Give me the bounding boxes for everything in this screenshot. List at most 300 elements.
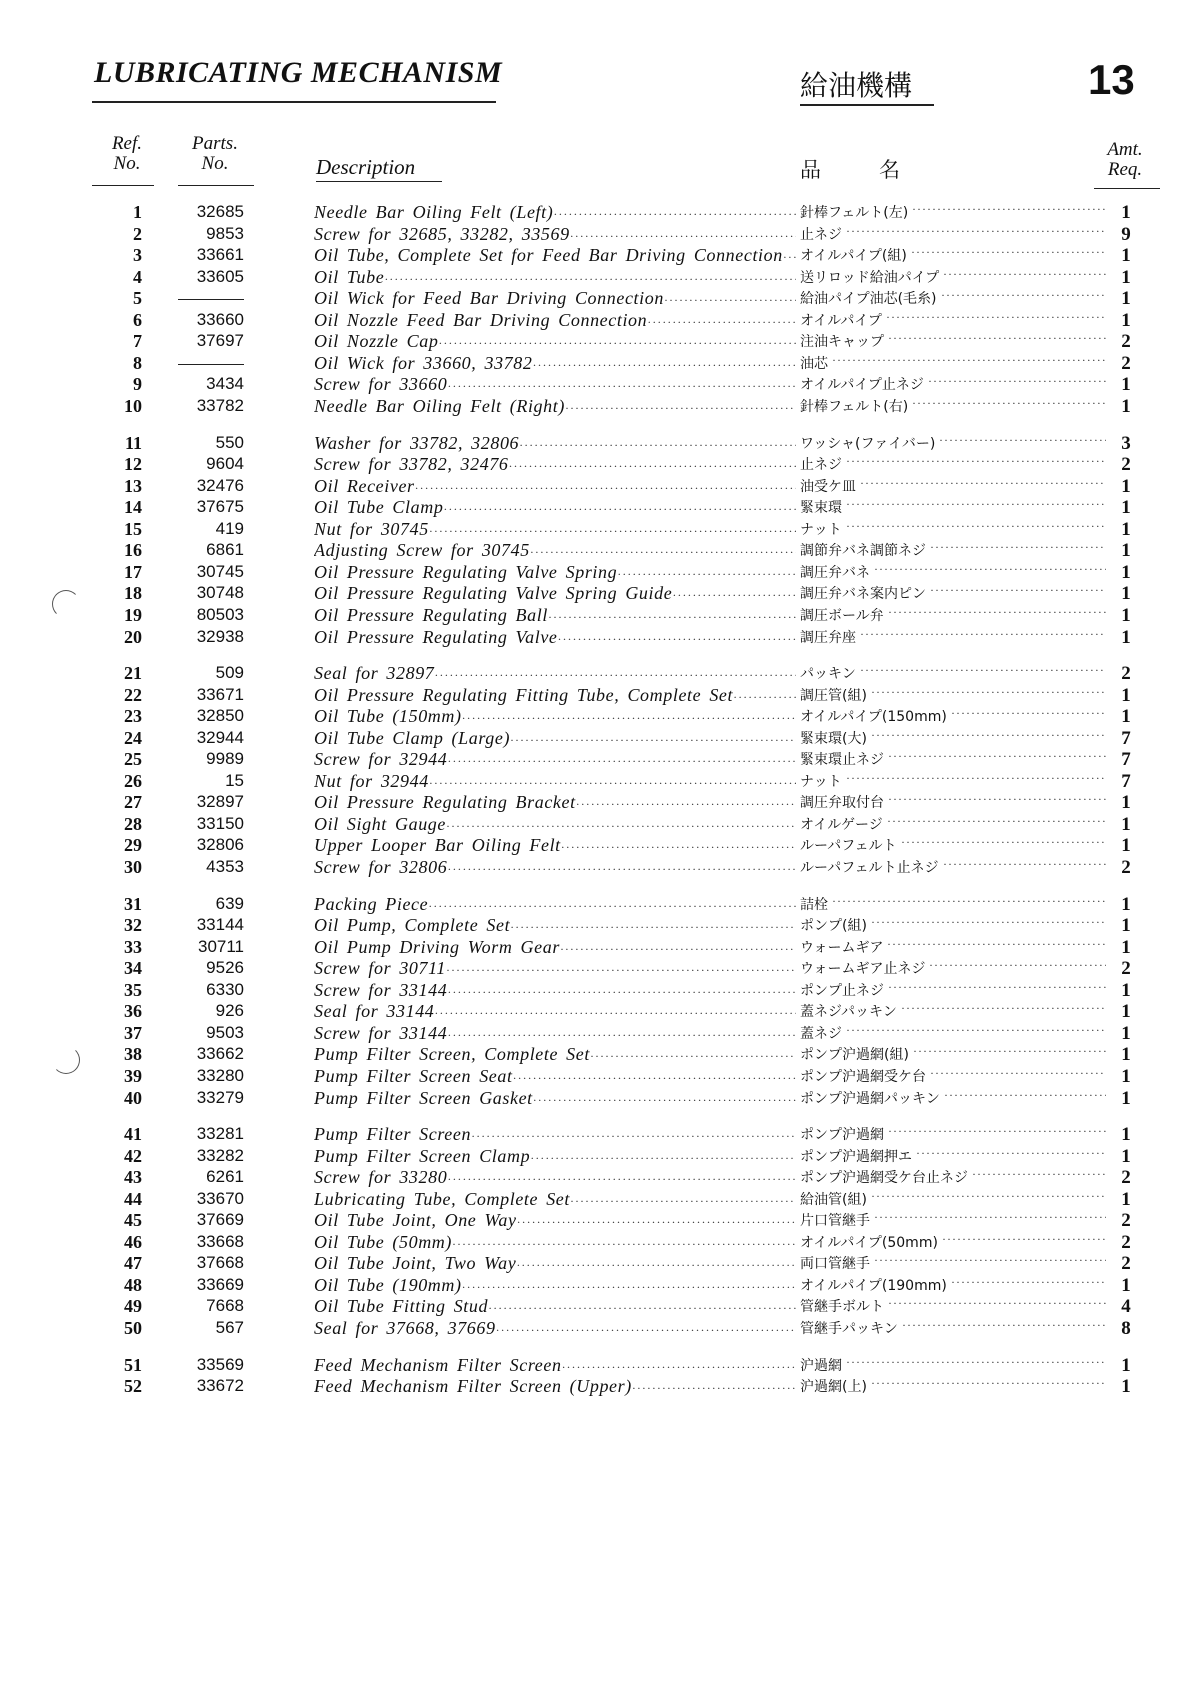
table-row — [0, 1189, 1189, 1212]
ref-number: 1 — [133, 202, 142, 222]
ref-number: 5 — [133, 288, 142, 309]
leader-dots — [632, 1381, 796, 1396]
leader-dots — [930, 1066, 1106, 1081]
part-name-japanese: ナット — [800, 773, 842, 790]
part-description: Oil Pressure Regulating Valve Spring Guide — [314, 583, 673, 604]
ref-number: 25 — [124, 749, 142, 770]
part-description: Screw for 32944 — [314, 749, 448, 770]
ref-number: 33 — [124, 936, 142, 957]
part-name-japanese: 調圧弁座 — [800, 629, 856, 646]
table-row — [0, 1023, 1189, 1046]
part-name-japanese: オイルパイプ止ネジ — [800, 377, 924, 394]
part-name-japanese: オイルパイプ(150mm) — [800, 709, 947, 726]
ref-number: 30 — [124, 857, 142, 877]
part-description: Oil Tube (190mm) — [314, 1274, 462, 1295]
part-description: Oil Tube Joint, Two Way — [314, 1253, 517, 1274]
column-header-amt-req: Amt. Req. — [1107, 139, 1143, 180]
part-number: 926 — [215, 1001, 244, 1021]
leader-dots — [871, 728, 1106, 743]
part-description: Screw for 32685, 33282, 33569 — [314, 223, 570, 244]
part-name-japanese: 調圧弁バネ — [800, 564, 870, 581]
table-row — [0, 1296, 1189, 1319]
ref-number: 38 — [124, 1044, 142, 1065]
ref-number: 4 — [133, 266, 142, 287]
amount-required: 1 — [1121, 604, 1131, 626]
part-name-japanese: ポンプ沪過網(組) — [800, 1047, 909, 1064]
table-row — [0, 202, 1189, 225]
leader-dots — [939, 433, 1106, 448]
part-name-japanese: 油芯 — [800, 355, 828, 372]
amount-required: 1 — [1121, 540, 1131, 562]
part-number: 33661 — [196, 245, 244, 265]
amount-required: 1 — [1121, 813, 1131, 835]
part-description: Seal for 32897 — [314, 663, 435, 683]
part-name-japanese: 沪過網(上) — [800, 1379, 867, 1395]
table-row — [0, 1232, 1189, 1255]
part-name-japanese: ポンプ沪過網押エ — [800, 1148, 912, 1165]
ref-number: 18 — [124, 583, 142, 604]
part-name-japanese: 給油管(組) — [800, 1191, 867, 1208]
part-description: Screw for 33782, 32476 — [314, 454, 509, 475]
table-row — [0, 1124, 1189, 1147]
amount-required: 1 — [1121, 1145, 1131, 1167]
amount-required: 7 — [1121, 770, 1131, 792]
column-rule-parts — [178, 185, 254, 186]
amount-required: 2 — [1121, 352, 1131, 374]
leader-dots — [516, 1258, 796, 1273]
ref-number: 8 — [133, 352, 142, 373]
leader-dots — [447, 379, 796, 394]
ref-number: 52 — [124, 1376, 142, 1396]
amount-required: 1 — [1121, 684, 1131, 706]
leader-dots — [462, 711, 796, 726]
part-number: 9989 — [206, 749, 244, 769]
part-name-japanese: 緊束環(大) — [800, 730, 867, 747]
part-number: 33279 — [196, 1087, 244, 1107]
leader-dots — [901, 1001, 1106, 1016]
table-row — [0, 915, 1189, 938]
table-row — [0, 1275, 1189, 1298]
amount-required: 1 — [1121, 288, 1131, 310]
amount-required: 2 — [1121, 663, 1131, 684]
part-number: 33669 — [196, 1274, 244, 1294]
part-name-japanese: ウォームギア止ネジ — [800, 961, 926, 978]
ref-number: 26 — [124, 770, 142, 791]
leader-dots — [548, 610, 796, 625]
amount-required: 7 — [1121, 749, 1131, 771]
part-name-japanese: 調圧管(組) — [800, 687, 867, 704]
table-row — [0, 267, 1189, 290]
leader-dots — [942, 1232, 1106, 1247]
leader-dots — [590, 1049, 796, 1064]
leader-dots — [943, 267, 1106, 282]
part-name-japanese: 緊束環 — [800, 500, 842, 517]
amount-required: 2 — [1121, 1253, 1131, 1275]
leader-dots — [434, 1006, 796, 1021]
part-name-japanese: ポンプ沪過網受ケ台止ネジ — [800, 1170, 968, 1187]
ref-number: 51 — [124, 1354, 142, 1375]
part-number: 33605 — [196, 266, 244, 286]
part-number: 33668 — [196, 1231, 244, 1251]
table-row — [0, 894, 1189, 917]
part-name-japanese: ウォームギア — [800, 939, 884, 956]
part-number: 567 — [215, 1318, 244, 1337]
leader-dots — [860, 627, 1106, 642]
leader-dots — [428, 899, 796, 914]
leader-dots — [664, 293, 796, 308]
part-name-japanese: ナット — [800, 521, 842, 538]
part-number: 32685 — [196, 202, 244, 221]
amount-required: 1 — [1121, 374, 1131, 396]
leader-dots — [530, 1151, 796, 1166]
leader-dots — [446, 819, 796, 834]
ref-number: 44 — [124, 1188, 142, 1209]
leader-dots — [447, 862, 796, 877]
amount-required: 1 — [1121, 1001, 1131, 1023]
margin-mark — [52, 590, 80, 618]
leader-dots — [570, 1194, 796, 1209]
part-number: 9604 — [206, 454, 244, 474]
leader-dots — [462, 1280, 796, 1295]
leader-dots — [912, 202, 1106, 217]
leader-dots — [888, 331, 1106, 346]
part-description: Needle Bar Oiling Felt (Left) — [314, 202, 554, 222]
table-row — [0, 663, 1189, 686]
table-row — [0, 771, 1189, 794]
ref-number: 45 — [124, 1210, 142, 1231]
amount-required: 1 — [1121, 497, 1131, 519]
amount-required: 8 — [1121, 1318, 1131, 1339]
leader-dots — [888, 1296, 1106, 1311]
amount-required: 2 — [1121, 857, 1131, 878]
part-description: Feed Mechanism Filter Screen (Upper) — [314, 1376, 632, 1396]
amount-required: 1 — [1121, 518, 1131, 540]
amount-required: 9 — [1121, 223, 1131, 245]
leader-dots — [429, 776, 796, 791]
ref-number: 27 — [124, 792, 142, 813]
leader-dots — [733, 690, 796, 705]
table-row — [0, 706, 1189, 729]
table-row — [0, 1355, 1189, 1378]
column-rule-ref — [92, 185, 154, 186]
leader-dots — [972, 1167, 1106, 1182]
part-description: Oil Tube Clamp — [314, 497, 444, 518]
part-description: Feed Mechanism Filter Screen — [314, 1354, 562, 1375]
part-description: Needle Bar Oiling Felt (Right) — [314, 396, 565, 416]
part-name-japanese: パッキン — [800, 666, 856, 682]
part-description: Oil Pressure Regulating Fitting Tube, Complete Set — [314, 684, 734, 705]
part-name-japanese: 針棒フェルト(左) — [800, 205, 909, 221]
table-row — [0, 814, 1189, 837]
ref-number: 19 — [124, 604, 142, 625]
leader-dots — [887, 814, 1106, 829]
part-description: Oil Pressure Regulating Valve — [314, 626, 558, 647]
table-row — [0, 245, 1189, 268]
part-name-japanese: オイルパイプ(組) — [800, 248, 907, 265]
part-number — [178, 299, 244, 300]
japanese-title-underline — [800, 104, 934, 106]
column-header-description: Description — [316, 155, 416, 179]
part-description: Oil Pressure Regulating Valve Spring — [314, 561, 618, 582]
table-row — [0, 1210, 1189, 1233]
table-row — [0, 310, 1189, 333]
leader-dots — [434, 668, 796, 683]
part-number: 33671 — [196, 684, 244, 704]
part-description: Seal for 33144 — [314, 1001, 435, 1022]
part-number: 32897 — [196, 792, 244, 812]
table-row — [0, 331, 1189, 354]
table-row — [0, 937, 1189, 960]
ref-number: 3 — [133, 245, 142, 266]
part-description: Oil Tube Fitting Stud — [314, 1296, 489, 1317]
part-number: 7668 — [206, 1296, 244, 1316]
part-description: Oil Tube (50mm) — [314, 1231, 452, 1252]
ref-number: 12 — [124, 454, 142, 475]
part-description: Oil Tube Clamp (Large) — [314, 727, 511, 748]
part-number — [178, 364, 244, 365]
part-number: 33144 — [196, 915, 244, 935]
leader-dots — [913, 1044, 1106, 1059]
ref-number: 36 — [124, 1001, 142, 1022]
part-description: Nut for 30745 — [314, 518, 429, 539]
part-number: 33662 — [196, 1044, 244, 1064]
leader-dots — [912, 396, 1106, 411]
part-name-japanese: 止ネジ — [800, 457, 842, 474]
table-row — [0, 728, 1189, 751]
part-name-japanese: オイルパイプ(190mm) — [800, 1277, 947, 1294]
part-number: 3434 — [206, 374, 244, 394]
ref-number: 11 — [124, 432, 142, 453]
leader-dots — [874, 562, 1106, 577]
leader-dots — [447, 1172, 796, 1187]
part-number: 33150 — [196, 813, 244, 833]
leader-dots — [902, 1318, 1106, 1333]
part-description: Oil Nozzle Feed Bar Driving Connection — [314, 309, 648, 330]
leader-dots — [672, 588, 796, 603]
leader-dots — [570, 229, 796, 244]
part-description: Oil Pressure Regulating Bracket — [314, 792, 576, 813]
leader-dots — [617, 567, 796, 582]
leader-dots — [874, 1253, 1106, 1268]
page-number: 13 — [1088, 56, 1135, 103]
leader-dots — [886, 310, 1106, 325]
part-name-japanese: 管継手パッキン — [800, 1321, 898, 1337]
table-row — [0, 353, 1189, 376]
leader-dots — [530, 545, 796, 560]
part-description: Oil Nozzle Cap — [314, 331, 439, 352]
part-number: 37668 — [196, 1253, 244, 1273]
part-description: Oil Tube Joint, One Way — [314, 1210, 517, 1231]
leader-dots — [533, 358, 797, 373]
part-description: Screw for 30711 — [314, 958, 446, 979]
leader-dots — [471, 1129, 796, 1144]
leader-dots — [558, 632, 796, 647]
leader-dots — [846, 1023, 1106, 1038]
part-name-japanese: 詰栓 — [800, 896, 828, 913]
leader-dots — [871, 1376, 1106, 1391]
amount-required: 2 — [1121, 958, 1131, 980]
part-name-japanese: 両口管継手 — [800, 1256, 870, 1273]
part-name-japanese: 注油キャップ — [800, 334, 884, 351]
leader-dots — [941, 288, 1106, 303]
leader-dots — [874, 1210, 1106, 1225]
leader-dots — [447, 754, 796, 769]
leader-dots — [846, 771, 1106, 786]
leader-dots — [560, 942, 796, 957]
part-description: Screw for 33144 — [314, 979, 448, 1000]
part-description: Packing Piece — [314, 893, 429, 914]
amount-required: 2 — [1121, 1231, 1131, 1253]
part-name-japanese: ポンプ沪過網 — [800, 1127, 884, 1143]
part-description: Oil Pump Driving Worm Gear — [314, 936, 560, 957]
leader-dots — [846, 519, 1106, 534]
ref-number: 32 — [124, 915, 142, 936]
part-number: 419 — [215, 518, 244, 538]
part-description: Lubricating Tube, Complete Set — [314, 1188, 570, 1209]
ref-number: 9 — [133, 374, 142, 395]
leader-dots — [871, 915, 1106, 930]
table-row — [0, 1253, 1189, 1276]
part-name-japanese: 調圧ボール弁 — [800, 607, 884, 624]
leader-dots — [447, 985, 796, 1000]
table-row — [0, 288, 1189, 311]
part-name-japanese: 調節弁バネ調節ネジ — [800, 543, 926, 560]
leader-dots — [860, 663, 1106, 678]
part-description: Oil Wick for Feed Bar Driving Connection — [314, 288, 664, 309]
amount-required: 1 — [1121, 915, 1131, 937]
ref-number: 2 — [133, 223, 142, 244]
amount-required: 1 — [1121, 979, 1131, 1001]
amount-required: 1 — [1121, 1022, 1131, 1044]
column-header-parts-no: Parts. No. — [192, 133, 238, 174]
amount-required: 2 — [1121, 1167, 1131, 1189]
part-name-japanese: 片口管継手 — [800, 1213, 870, 1230]
leader-dots — [846, 497, 1106, 512]
amount-required: 2 — [1121, 331, 1131, 353]
part-number: 32850 — [196, 706, 244, 726]
ref-number: 15 — [124, 518, 142, 539]
leader-dots — [496, 1323, 796, 1338]
leader-dots — [565, 401, 796, 416]
leader-dots — [513, 1071, 796, 1086]
table-row — [0, 562, 1189, 585]
part-name-japanese: オイルパイプ(50mm) — [800, 1234, 938, 1251]
amount-required: 2 — [1121, 1210, 1131, 1232]
part-description: Pump Filter Screen Gasket — [314, 1087, 533, 1108]
amount-required: 1 — [1121, 475, 1131, 497]
table-row — [0, 476, 1189, 499]
leader-dots — [415, 481, 796, 496]
part-description: Screw for 33144 — [314, 1022, 448, 1043]
page-title-japanese: 給油機構 — [800, 69, 913, 102]
ref-number: 24 — [124, 727, 142, 748]
part-name-japanese: 蓋ネジパッキン — [800, 1004, 897, 1021]
part-name-japanese: 送リロッド給油パイプ — [800, 269, 940, 286]
part-description: Oil Tube, Complete Set for Feed Bar Driving Connection — [314, 245, 783, 266]
leader-dots — [929, 958, 1106, 973]
amount-required: 1 — [1121, 706, 1131, 728]
leader-dots — [446, 963, 796, 978]
ref-number: 34 — [124, 958, 142, 979]
part-description: Adjusting Screw for 30745 — [314, 540, 530, 561]
ref-number: 40 — [124, 1087, 142, 1108]
leader-dots — [846, 1355, 1106, 1370]
part-name-japanese: 管継手ボルト — [800, 1299, 884, 1316]
leader-dots — [533, 1093, 796, 1108]
part-number: 15 — [225, 770, 244, 790]
ref-number: 39 — [124, 1065, 142, 1086]
ref-number: 6 — [133, 309, 142, 330]
leader-dots — [871, 1189, 1106, 1204]
part-description: Pump Filter Screen, Complete Set — [314, 1044, 590, 1065]
part-description: Oil Receiver — [314, 475, 415, 496]
amount-required: 1 — [1121, 1354, 1131, 1376]
ref-number: 20 — [124, 626, 142, 647]
amount-required: 1 — [1121, 1065, 1131, 1087]
amount-required: 1 — [1121, 561, 1131, 583]
part-number: 33670 — [196, 1188, 244, 1208]
ref-number: 22 — [124, 684, 142, 705]
part-description: Oil Pump, Complete Set — [314, 915, 511, 936]
part-description: Oil Pressure Regulating Ball — [314, 604, 548, 625]
ref-number: 49 — [124, 1296, 142, 1317]
part-description: Screw for 33280 — [314, 1167, 448, 1188]
part-number: 639 — [215, 893, 244, 913]
amount-required: 1 — [1121, 835, 1131, 857]
leader-dots — [944, 1088, 1106, 1103]
ref-number: 48 — [124, 1274, 142, 1295]
part-number: 33672 — [196, 1376, 244, 1395]
part-number: 37675 — [196, 497, 244, 517]
amount-required: 1 — [1121, 1274, 1131, 1296]
margin-mark — [52, 1046, 80, 1074]
part-name-japanese: 調圧弁バネ案内ピン — [800, 586, 926, 603]
amount-required: 1 — [1121, 245, 1131, 267]
part-number: 6261 — [206, 1167, 244, 1187]
leader-dots — [561, 840, 796, 855]
table-row — [0, 583, 1189, 606]
leader-dots — [901, 835, 1106, 850]
leader-dots — [783, 250, 796, 265]
part-name-japanese: ポンプ(組) — [800, 918, 867, 935]
leader-dots — [846, 454, 1106, 469]
amount-required: 3 — [1121, 432, 1131, 454]
part-name-japanese: 針棒フェルト(右) — [800, 399, 909, 415]
part-description: Pump Filter Screen Clamp — [314, 1145, 531, 1166]
table-row — [0, 224, 1189, 247]
part-description: Screw for 32806 — [314, 857, 448, 877]
leader-dots — [832, 353, 1106, 368]
ref-number: 43 — [124, 1167, 142, 1188]
table-row — [0, 1044, 1189, 1067]
leader-dots — [951, 706, 1106, 721]
leader-dots — [384, 272, 796, 287]
page-title: LUBRICATING MECHANISM — [94, 56, 503, 89]
part-name-japanese: ポンプ沪過網受ケ台 — [800, 1068, 926, 1085]
column-header-ref-no: Ref. No. — [111, 133, 143, 174]
table-row — [0, 605, 1189, 628]
part-number: 30745 — [196, 561, 244, 581]
leader-dots — [488, 1301, 796, 1316]
part-number: 9853 — [206, 223, 244, 243]
part-name-japanese: ポンプ沪過網パッキン — [800, 1090, 940, 1107]
table-row — [0, 835, 1189, 858]
ref-number: 47 — [124, 1253, 142, 1274]
part-description: Nut for 32944 — [314, 770, 429, 791]
leader-dots — [888, 1124, 1106, 1139]
part-number: 33569 — [196, 1354, 244, 1374]
leader-dots — [943, 857, 1106, 872]
